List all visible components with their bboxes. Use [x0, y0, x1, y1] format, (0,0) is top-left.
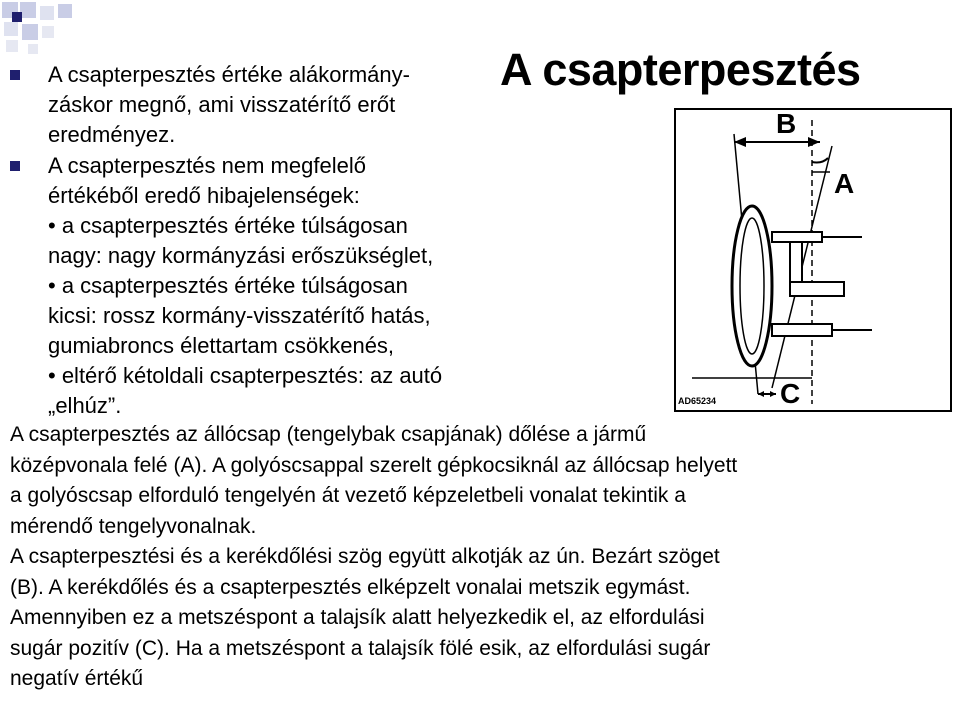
bullet-line: A csapterpesztés értéke alákormány-	[48, 62, 410, 87]
bullet-line: • a csapterpesztés értéke túlságosan	[48, 213, 408, 238]
corner-decoration	[0, 0, 80, 60]
bullet-line: gumiabroncs élettartam csökkenés,	[48, 333, 395, 358]
bullet-line: „elhúz”.	[48, 393, 122, 418]
body-line: mérendő tengelyvonalnak.	[10, 514, 257, 538]
kingpin-inclination-figure	[672, 106, 954, 414]
body-line: a golyóscsap elforduló tengelyén át vezető képzeletbeli vonalat tekintik a	[10, 484, 686, 507]
bullet-item	[10, 151, 530, 421]
bullet-line: kicsi: rossz kormány-visszatérítő hatás,	[48, 303, 431, 328]
bullet-line: nagy: nagy kormányzási erőszükséglet,	[48, 243, 434, 268]
bullet-line: eredményez.	[48, 122, 176, 147]
figure-label-b: B	[776, 108, 797, 139]
bullet-line: A csapterpesztés nem megfelelő	[48, 153, 366, 178]
bullet-line: • eltérő kétoldali csapterpesztés: az autó	[48, 363, 443, 388]
square-bullet-icon	[10, 161, 20, 171]
bullet-line: • a csapterpesztés értéke túlságosan	[48, 273, 408, 298]
figure-label-a: A	[834, 168, 855, 199]
bullet-line: értékéből eredő hibajelenségek:	[48, 183, 360, 208]
body-line: (B). A kerékdőlés és a csapterpesztés elképzelt vonalai metszik egymást.	[10, 575, 691, 599]
body-text	[10, 420, 950, 695]
body-line: sugár pozitív (C). Ha a metszéspont a talajsík fölé esik, az elfordulási sugár	[10, 636, 711, 660]
bullet-item	[10, 60, 530, 150]
square-bullet-icon	[10, 70, 20, 80]
body-line: A csapterpesztési és a kerékdőlési szög együtt alkotják az ún. Bezárt szöget	[10, 545, 720, 568]
body-line: negatív értékű	[10, 667, 144, 690]
body-line: középvonala felé (A). A golyóscsappal szerelt gépkocsiknál az állócsap helyett	[10, 453, 738, 477]
slide-title: A csapterpesztés	[500, 44, 861, 95]
figure-label-c: C	[780, 378, 801, 409]
figure-code: AD65234	[678, 396, 717, 406]
body-line: Amennyiben ez a metszéspont a talajsík alatt helyezkedik el, az elfordulási	[10, 606, 705, 629]
body-line: A csapterpesztés az állócsap (tengelybak csapjának) dőlése a jármű	[10, 423, 647, 446]
bullet-line: záskor megnő, ami visszatérítő erőt	[48, 92, 396, 117]
bullet-list	[10, 60, 530, 422]
